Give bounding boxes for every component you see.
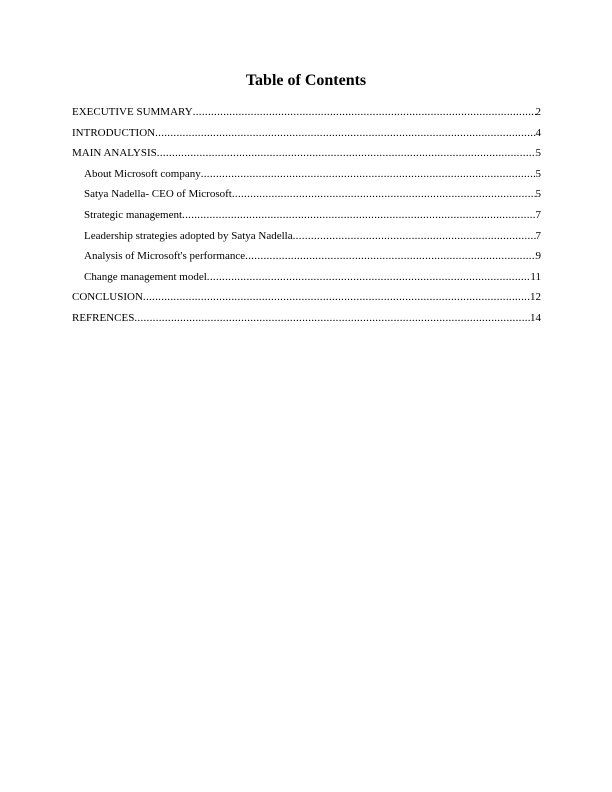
toc-page-number: 11 xyxy=(530,270,541,283)
toc-page-number: 2 xyxy=(535,106,541,118)
toc-entry-label: EXECUTIVE SUMMARY xyxy=(72,106,193,118)
toc-entry-label: Analysis of Microsoft's performance xyxy=(84,250,246,263)
toc-page-number: 5 xyxy=(535,167,541,180)
toc-entry-label: Satya Nadella- CEO of Microsoft xyxy=(84,188,232,201)
toc-entry-satya-nadella-ceo[interactable] xyxy=(72,186,541,207)
toc-page-number: 14 xyxy=(530,311,541,324)
toc-entry-label: Leadership strategies adopted by Satya Nadella xyxy=(84,229,293,242)
toc-entry-leadership-strategies[interactable] xyxy=(72,228,541,249)
toc-list xyxy=(72,104,541,331)
toc-entry-introduction[interactable] xyxy=(72,125,541,146)
toc-entry-label: MAIN ANALYSIS xyxy=(72,147,157,160)
toc-entry-conclusion[interactable] xyxy=(72,289,541,310)
toc-entry-label: About Microsoft company xyxy=(84,167,201,180)
toc-dot-leader xyxy=(143,289,530,305)
toc-entry-main-analysis[interactable] xyxy=(72,145,541,166)
toc-dot-leader xyxy=(193,104,536,120)
toc-dot-leader xyxy=(201,166,536,182)
toc-page-number: 7 xyxy=(535,229,541,242)
toc-page-number: 7 xyxy=(535,208,541,221)
toc-dot-leader xyxy=(245,248,535,264)
toc-entry-label: CONCLUSION xyxy=(72,291,143,304)
toc-page-number: 9 xyxy=(535,250,541,263)
toc-page-number: 12 xyxy=(530,291,541,304)
toc-entry-references[interactable] xyxy=(72,310,541,331)
toc-entry-strategic-management[interactable] xyxy=(72,207,541,228)
toc-dot-leader xyxy=(134,310,530,326)
toc-entry-label: INTRODUCTION xyxy=(72,126,156,139)
toc-page-number: 4 xyxy=(535,126,541,139)
toc-entry-executive-summary[interactable] xyxy=(72,104,541,125)
toc-entry-label: Strategic management xyxy=(84,208,183,221)
toc-entry-label: REFRENCES xyxy=(72,311,135,324)
toc-entry-performance-analysis[interactable] xyxy=(72,248,541,269)
toc-entry-label: Change management model xyxy=(84,270,207,283)
toc-title: Table of Contents xyxy=(245,72,367,89)
toc-dot-leader xyxy=(232,186,536,202)
toc-dot-leader xyxy=(155,125,535,141)
toc-entry-change-management-model[interactable] xyxy=(72,269,541,290)
toc-dot-leader xyxy=(293,228,536,244)
toc-page-number: 5 xyxy=(535,188,541,201)
toc-dot-leader xyxy=(207,269,531,285)
toc-page-number: 5 xyxy=(535,147,541,160)
toc-entry-about-microsoft[interactable] xyxy=(72,166,541,187)
toc-dot-leader xyxy=(157,145,536,161)
toc-dot-leader xyxy=(182,207,535,223)
